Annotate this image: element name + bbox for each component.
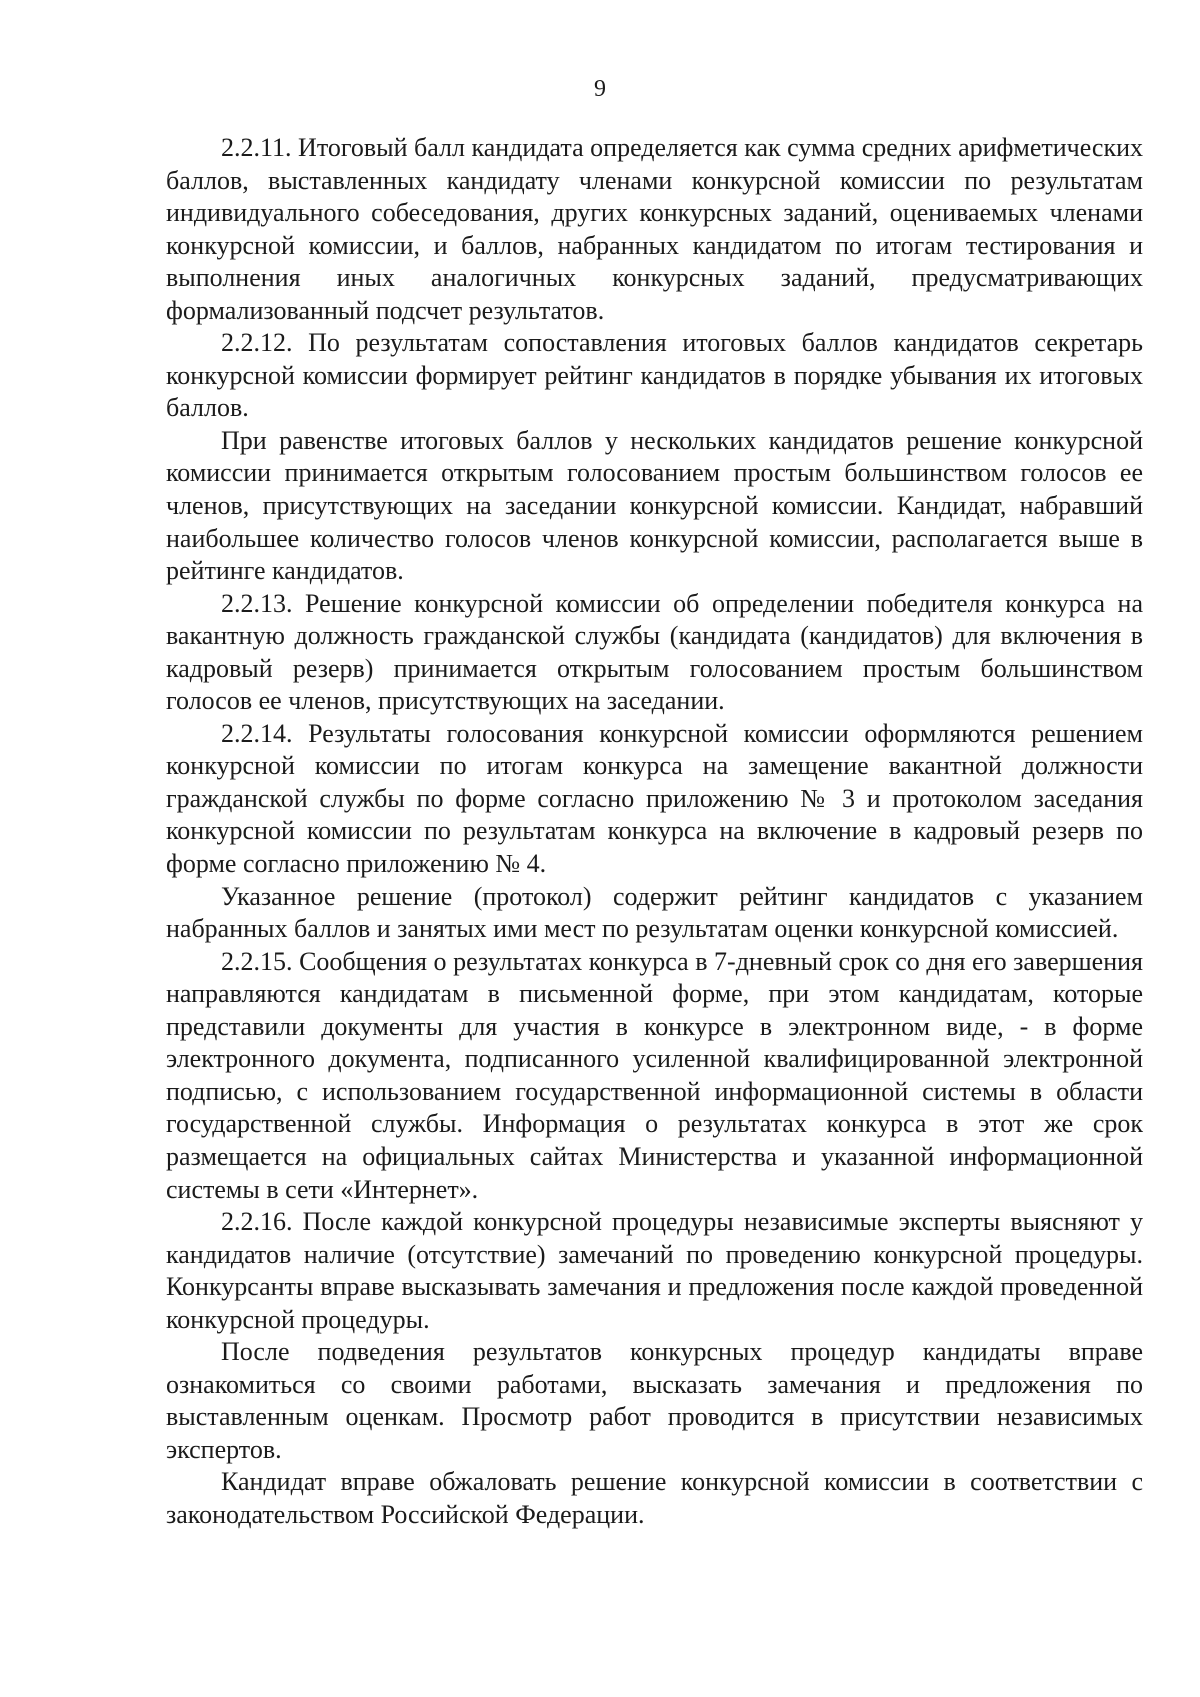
paragraph-review-works: После подведения результатов конкурсных процедур кандидаты вправе ознакомиться со своими работами, высказать замечания и предложения по выставленным оценкам. Просмотр работ проводится в присутствии независимых экспертов.: [166, 1337, 1143, 1464]
paragraph-2-2-16: 2.2.16. После каждой конкурсной процедуры независимые эксперты выясняют у кандидатов наличие (отсутствие) замечаний по проведению конкурсной процедуры. Конкурсанты вправе высказывать замечания и предложения после каждой проведенной конкурсной процедуры.: [166, 1207, 1143, 1334]
document-body: [166, 132, 1143, 1532]
paragraph-2-2-14: 2.2.14. Результаты голосования конкурсной комиссии оформляются решением конкурсной комиссии по итогам конкурса на замещение вакантной должности гражданской службы по форме согласно приложению № 3 и протоколом заседания конкурсной комиссии по результатам конкурса на включение в кадровый резерв по форме согласно приложению № 4.: [166, 718, 1143, 879]
paragraph-2-2-12: 2.2.12. По результатам сопоставления итоговых баллов кандидатов секретарь конкурсной комиссии формирует рейтинг кандидатов в порядке убывания их итоговых баллов.: [166, 328, 1143, 423]
paragraph-decision-rating: Указанное решение (протокол) содержит рейтинг кандидатов с указанием набранных баллов и занятых ими мест по результатам оценки конкурсной комиссией.: [166, 881, 1143, 944]
page-number: 9: [594, 76, 606, 102]
paragraph-equal-scores: При равенстве итоговых баллов у нескольких кандидатов решение конкурсной комиссии принимается открытым голосованием простым большинством голосов ее членов, присутствующих на заседании конкурсной комиссии. Кандидат, набравший наибольшее количество голосов членов конкурсной комиссии, располагается выше в рейтинге кандидатов.: [166, 425, 1143, 586]
paragraph-2-2-15: 2.2.15. Сообщения о результатах конкурса в 7-дневный срок со дня его завершения направляются кандидатам в письменной форме, при этом кандидатам, которые представили документы для участия в конкурсе в электронном виде, - в форме электронного документа, подписанного усиленной квалифицированной электронной подписью, с использованием государственной информационной системы в области государственной службы. Информация о результатах конкурса в этот же срок размещается на официальных сайтах Министерства и указанной информационной системы в сети «Интернет».: [166, 946, 1143, 1204]
paragraph-2-2-13: 2.2.13. Решение конкурсной комиссии об определении победителя конкурса на вакантную должность гражданской службы (кандидата (кандидатов) для включения в кадровый резерв) принимается открытым голосованием простым большинством голосов ее членов, присутствующих на заседании.: [166, 588, 1143, 716]
paragraph-2-2-11: 2.2.11. Итоговый балл кандидата определяется как сумма средних арифметических баллов, выставленных кандидату членами конкурсной комиссии по результатам индивидуального собеседования, других конкурсных заданий, оцениваемых членами конкурсной комиссии, и баллов, набранных кандидатом по итогам тестирования и выполнения иных аналогичных конкурсных заданий, предусматривающих формализованный подсчет результатов.: [166, 133, 1143, 325]
paragraph-appeal: Кандидат вправе обжаловать решение конкурсной комиссии в соответствии с законодательством Российской Федерации.: [166, 1467, 1143, 1529]
